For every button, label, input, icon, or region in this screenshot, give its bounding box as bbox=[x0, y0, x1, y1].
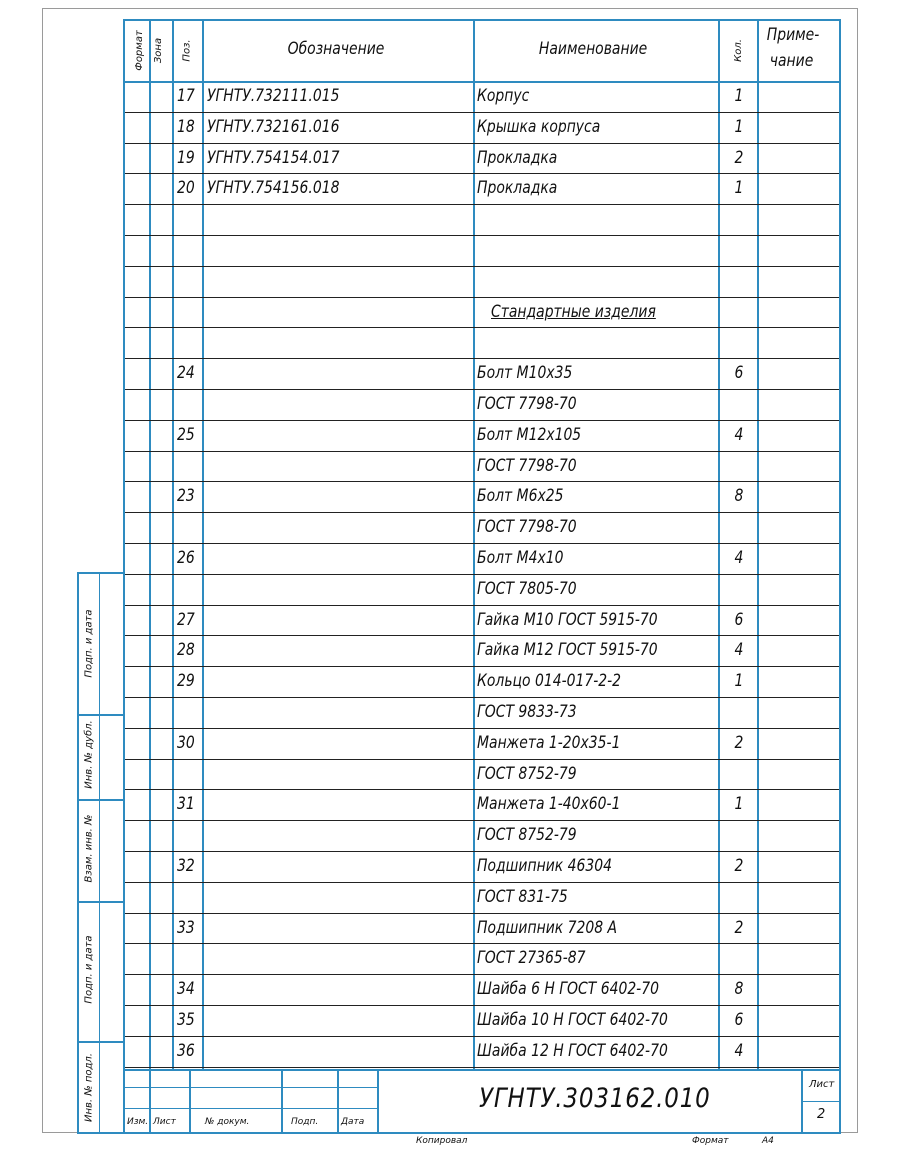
row-quantity: 4 bbox=[734, 424, 744, 445]
col-date-label: Дата bbox=[341, 1117, 365, 1127]
document-code: УГНТУ.303162.010 bbox=[479, 1083, 711, 1114]
row-name: ГОСТ 8752-79 bbox=[477, 825, 577, 846]
row-name: Болт М12х105 bbox=[477, 424, 582, 445]
row-designation: УГНТУ.754154.017 bbox=[207, 147, 340, 168]
row-name: Болт М6х25 bbox=[477, 486, 564, 507]
row-name: Прокладка bbox=[477, 147, 558, 168]
row-position: 24 bbox=[177, 363, 195, 384]
row-quantity: 2 bbox=[734, 732, 744, 753]
header-note-line1: Приме- bbox=[766, 25, 820, 45]
copied-label: Копировал bbox=[416, 1136, 468, 1146]
row-name: ГОСТ 7798-70 bbox=[477, 517, 577, 538]
col-sign-label: Подп. bbox=[291, 1117, 319, 1127]
row-position: 19 bbox=[177, 147, 195, 168]
row-quantity: 1 bbox=[734, 178, 744, 199]
row-position: 36 bbox=[177, 1040, 195, 1061]
row-name: ГОСТ 7798-70 bbox=[477, 455, 577, 476]
row-name: Манжета 1-20х35-1 bbox=[477, 732, 621, 753]
row-position: 25 bbox=[177, 424, 195, 445]
row-name: Подшипник 7208 А bbox=[477, 917, 618, 938]
row-name: Крышка корпуса bbox=[477, 116, 601, 137]
row-designation: УГНТУ.754156.018 bbox=[207, 178, 340, 199]
row-position: 27 bbox=[177, 609, 195, 630]
row-position: 32 bbox=[177, 856, 195, 876]
side-label-inv-podl: Инв. № подл. bbox=[83, 1053, 95, 1122]
row-divider bbox=[125, 204, 839, 205]
side-label-sign-date-2: Подп. и дата bbox=[83, 935, 95, 1004]
row-name: Манжета 1-40х60-1 bbox=[477, 794, 621, 815]
row-position: 23 bbox=[177, 486, 195, 507]
side-label-inv-dubl: Инв. № дубл. bbox=[83, 720, 95, 789]
row-position: 28 bbox=[177, 640, 195, 661]
row-divider bbox=[125, 327, 839, 328]
row-designation: УГНТУ.732161.016 bbox=[207, 116, 340, 137]
row-position: 34 bbox=[177, 979, 195, 1000]
row-name: Подшипник 46304 bbox=[477, 856, 612, 876]
row-position: 30 bbox=[177, 732, 195, 753]
row-name: ГОСТ 8752-79 bbox=[477, 763, 577, 784]
header-zone: Зона bbox=[153, 37, 165, 64]
row-name: Кольцо 014-017-2-2 bbox=[477, 671, 622, 692]
row-position: 31 bbox=[177, 794, 195, 815]
row-quantity: 2 bbox=[734, 917, 744, 938]
side-label-sign-date: Подп. и дата bbox=[83, 609, 95, 678]
section-title: Стандартные изделия bbox=[491, 301, 656, 322]
side-label-vzam-inv: Взам. инв. № bbox=[83, 814, 95, 883]
header-designation: Обозначение bbox=[287, 39, 385, 59]
row-quantity: 6 bbox=[734, 363, 744, 384]
row-quantity: 8 bbox=[734, 979, 744, 1000]
row-position: 26 bbox=[177, 548, 195, 568]
specification-table bbox=[123, 19, 841, 1071]
row-name: ГОСТ 7798-70 bbox=[477, 394, 577, 414]
row-divider bbox=[125, 1067, 839, 1068]
row-name: ГОСТ 7805-70 bbox=[477, 578, 577, 599]
row-name: Прокладка bbox=[477, 178, 558, 199]
row-name: ГОСТ 9833-73 bbox=[477, 702, 577, 722]
row-name: Болт М10х35 bbox=[477, 363, 573, 384]
row-quantity: 4 bbox=[734, 640, 744, 661]
row-designation: УГНТУ.732111.015 bbox=[207, 86, 340, 106]
col-izm-label: Изм. bbox=[127, 1117, 149, 1127]
row-name: Корпус bbox=[477, 86, 530, 106]
side-stamp bbox=[77, 572, 123, 1134]
header-qty: Кол. bbox=[732, 39, 744, 62]
row-quantity: 6 bbox=[734, 609, 744, 630]
sheet-label: Лист bbox=[809, 1079, 835, 1090]
row-position: 18 bbox=[177, 116, 195, 137]
row-quantity: 2 bbox=[734, 147, 744, 168]
row-quantity: 4 bbox=[734, 548, 744, 568]
col-list-label: Лист bbox=[153, 1117, 176, 1127]
row-quantity: 6 bbox=[734, 1010, 744, 1030]
header-pos: Поз. bbox=[181, 39, 193, 62]
row-divider bbox=[125, 297, 839, 298]
row-quantity: 2 bbox=[734, 856, 744, 876]
row-quantity: 4 bbox=[734, 1040, 744, 1061]
row-quantity: 1 bbox=[734, 86, 744, 106]
format-value: А4 bbox=[762, 1136, 774, 1146]
row-name: Шайба 6 Н ГОСТ 6402-70 bbox=[477, 979, 659, 1000]
header-note-line2: чание bbox=[769, 51, 814, 71]
row-name: ГОСТ 831-75 bbox=[477, 886, 568, 907]
row-position: 29 bbox=[177, 671, 195, 692]
row-divider bbox=[125, 235, 839, 236]
sheet-number: 2 bbox=[817, 1107, 826, 1122]
row-quantity: 8 bbox=[734, 486, 744, 507]
row-position: 35 bbox=[177, 1010, 195, 1030]
row-position: 33 bbox=[177, 917, 195, 938]
row-quantity: 1 bbox=[734, 794, 744, 815]
col-docnum-label: № докум. bbox=[205, 1117, 250, 1127]
row-position: 17 bbox=[177, 86, 195, 106]
row-name: Шайба 10 Н ГОСТ 6402-70 bbox=[477, 1010, 668, 1030]
row-quantity: 1 bbox=[734, 671, 744, 692]
row-position: 20 bbox=[177, 178, 195, 199]
title-block bbox=[123, 1071, 841, 1134]
row-name: Гайка М10 ГОСТ 5915-70 bbox=[477, 609, 658, 630]
format-label: Формат bbox=[692, 1136, 729, 1146]
header-format: Формат bbox=[133, 30, 145, 71]
row-name: Гайка М12 ГОСТ 5915-70 bbox=[477, 640, 658, 661]
row-name: Шайба 12 Н ГОСТ 6402-70 bbox=[477, 1040, 668, 1061]
row-quantity: 1 bbox=[734, 116, 744, 137]
row-name: Болт М4х10 bbox=[477, 548, 564, 568]
row-name: ГОСТ 27365-87 bbox=[477, 948, 586, 969]
header-name: Наименование bbox=[538, 39, 648, 59]
row-divider bbox=[125, 266, 839, 267]
